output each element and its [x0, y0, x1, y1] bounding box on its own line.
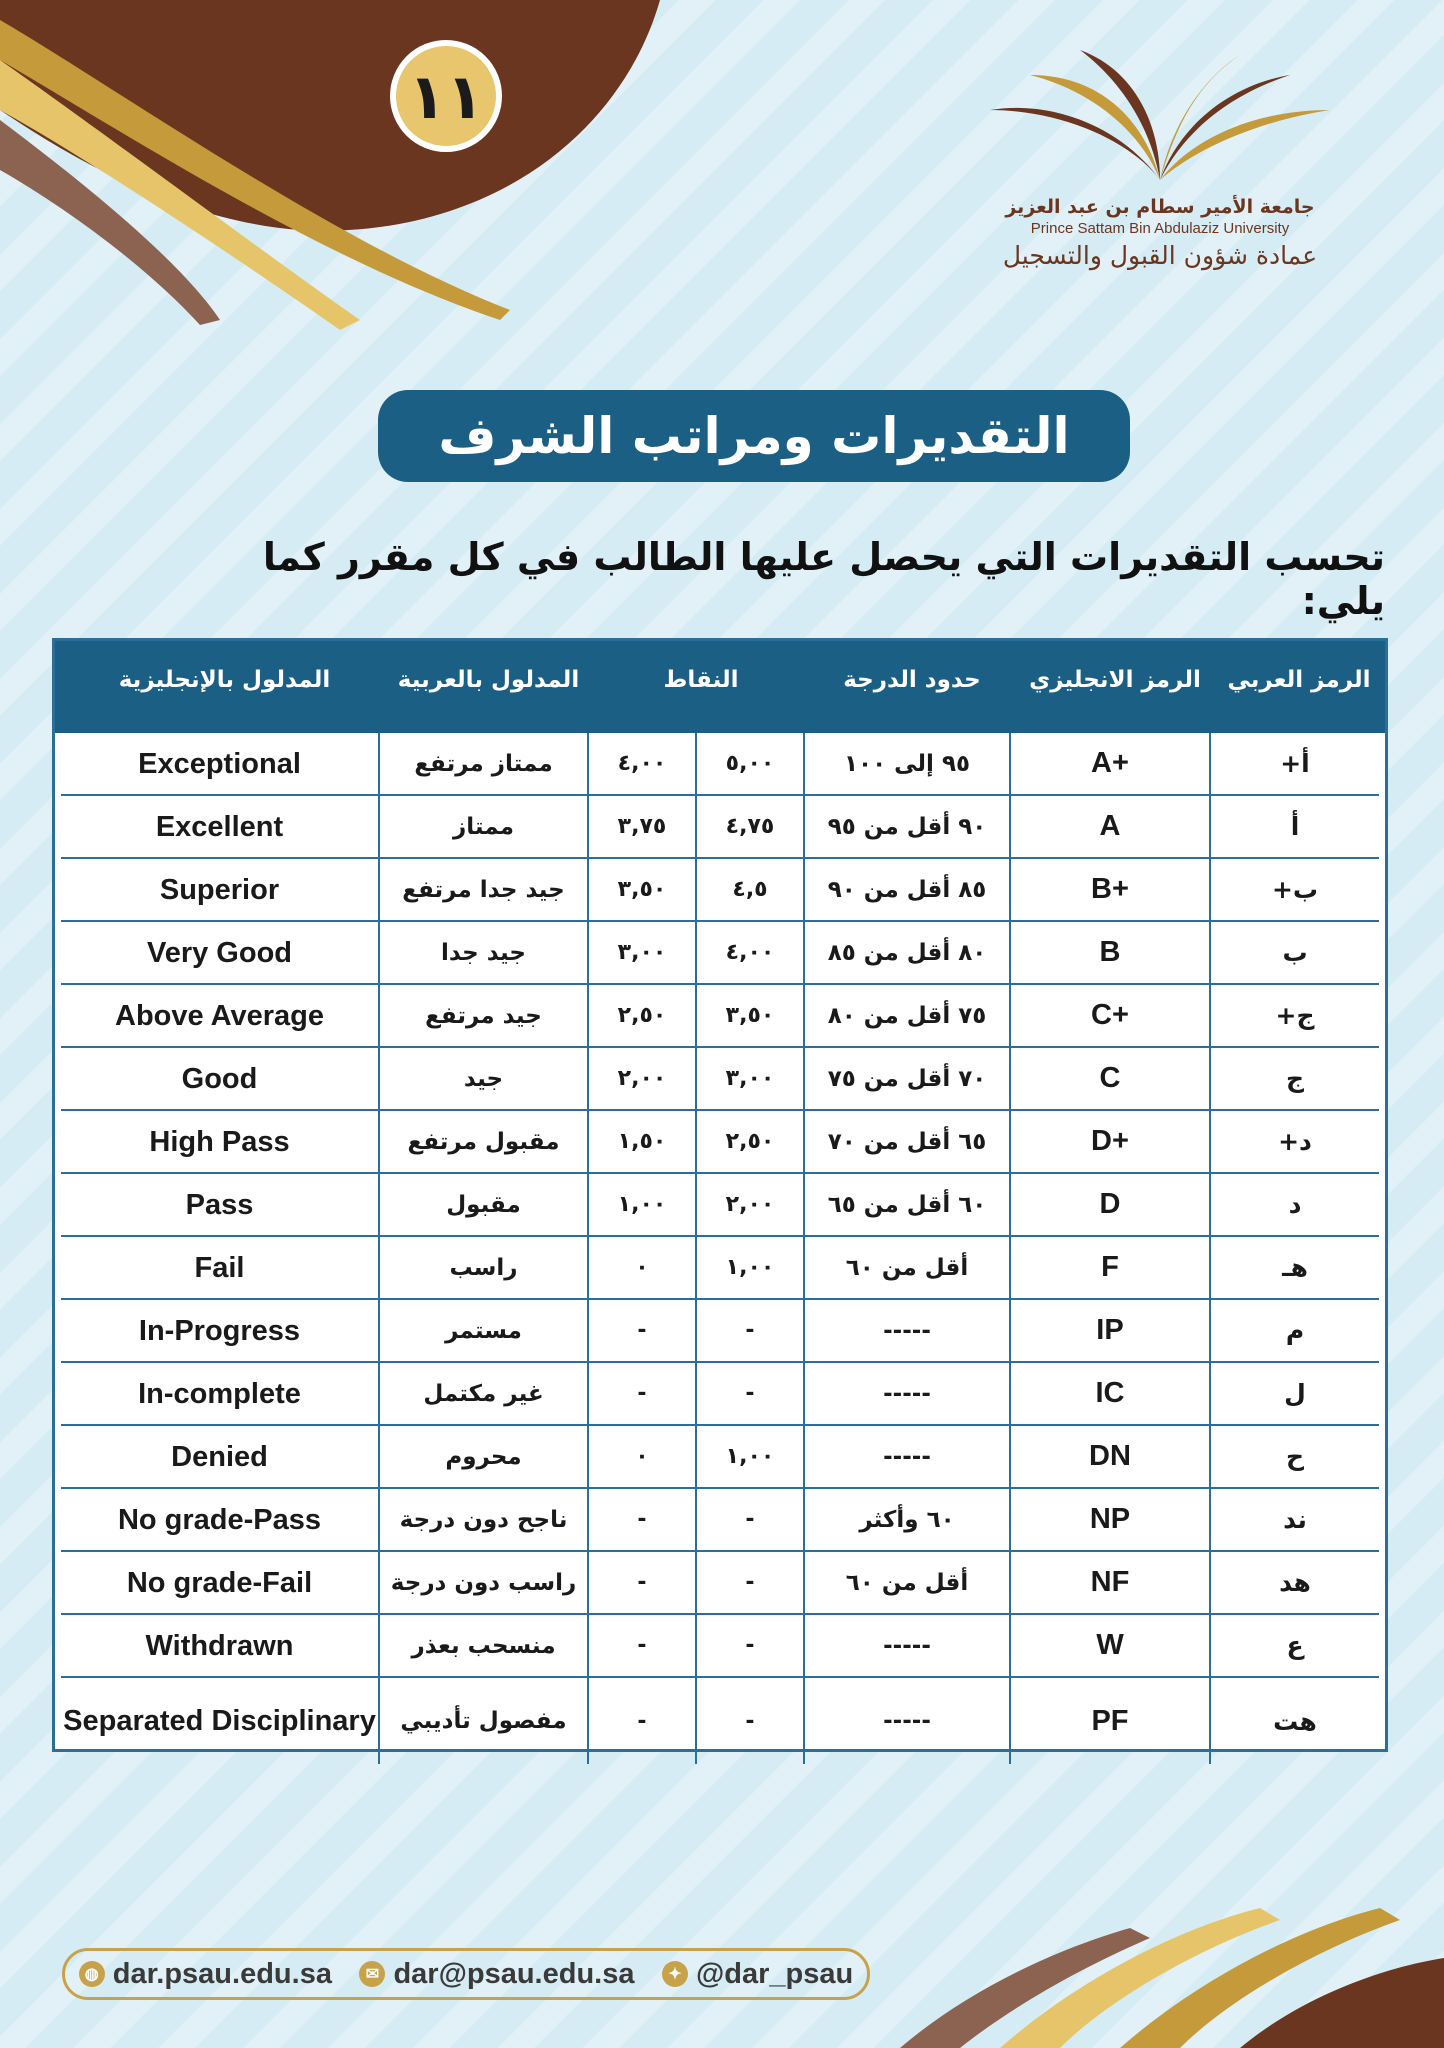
cell-meaning-en: Pass	[61, 1174, 380, 1235]
book-logo-icon	[980, 30, 1340, 190]
cell-points-4: ٠	[589, 1237, 697, 1298]
table-body	[61, 733, 1379, 1764]
cell-meaning-ar: جيد	[380, 1048, 589, 1109]
globe-icon: ◍	[79, 1961, 105, 1987]
table-row	[61, 1489, 1379, 1552]
decorative-swoosh-bottom	[820, 1868, 1444, 2048]
cell-meaning-ar: منسحب بعذر	[380, 1615, 589, 1676]
cell-arabic-symbol: د+	[1278, 1127, 1312, 1156]
cell-points-5: ٤,٧٥	[697, 796, 805, 857]
cell-arabic-symbol: ج	[1285, 1064, 1305, 1093]
cell-points-5: ٣,٠٠	[697, 1048, 805, 1109]
cell-meaning-en: Good	[61, 1048, 380, 1109]
cell-points-5: ٥,٠٠	[697, 733, 805, 794]
cell-meaning-en: Excellent	[61, 796, 380, 857]
cell-arabic-symbol: أ+	[1280, 749, 1310, 778]
cell-meaning-en: Withdrawn	[61, 1615, 380, 1676]
cell-meaning-ar: ممتاز	[380, 796, 589, 857]
cell-english-symbol: F	[1011, 1237, 1211, 1298]
footer-website[interactable]	[79, 1958, 332, 1991]
twitter-icon: ✦	[662, 1961, 688, 1987]
cell-points-4: ٠	[589, 1426, 697, 1487]
table-row	[61, 1111, 1379, 1174]
cell-meaning-en: In-Progress	[61, 1300, 380, 1361]
cell-points-4: -	[589, 1300, 697, 1361]
cell-points-5: ١,٠٠	[697, 1426, 805, 1487]
cell-grade-range: ٦٠ أقل من ٦٥	[805, 1174, 1011, 1235]
cell-points-4: ٢,٠٠	[589, 1048, 697, 1109]
deanship-name: عمادة شؤون القبول والتسجيل	[1002, 241, 1318, 270]
header-english-symbol: الرمز الانجليزي	[1029, 667, 1201, 693]
cell-english-symbol: IC	[1011, 1363, 1211, 1424]
cell-meaning-en: Exceptional	[61, 733, 380, 794]
cell-meaning-en: No grade-Fail	[61, 1552, 380, 1613]
page-title: التقديرات ومراتب الشرف	[378, 390, 1130, 482]
table-row	[61, 1552, 1379, 1615]
cell-grade-range: -----	[805, 1615, 1011, 1676]
header-meaning-ar: المدلول بالعربية	[397, 667, 580, 693]
cell-meaning-ar: ناجح دون درجة	[380, 1489, 589, 1550]
page-number-badge: ١١	[390, 40, 502, 152]
cell-meaning-ar: جيد مرتفع	[380, 985, 589, 1046]
grades-table	[52, 638, 1388, 1752]
table-row	[61, 1237, 1379, 1300]
cell-english-symbol: D	[1011, 1174, 1211, 1235]
cell-grade-range: ٩٥ إلى ١٠٠	[805, 733, 1011, 794]
cell-arabic-symbol: ل	[1284, 1379, 1306, 1408]
cell-english-symbol: B+	[1011, 859, 1211, 920]
cell-meaning-en: High Pass	[61, 1111, 380, 1172]
cell-meaning-en: Superior	[61, 859, 380, 920]
cell-points-4: ١,٠٠	[589, 1174, 697, 1235]
header-meaning-en: المدلول بالإنجليزية	[118, 667, 331, 693]
mail-icon: ✉	[359, 1961, 385, 1987]
cell-grade-range: ٩٠ أقل من ٩٥	[805, 796, 1011, 857]
university-name-ar: جامعة الأمير سطام بن عبد العزيز	[1005, 196, 1315, 218]
table-row	[61, 922, 1379, 985]
cell-english-symbol: NP	[1011, 1489, 1211, 1550]
cell-points-4: -	[589, 1615, 697, 1676]
cell-points-4: -	[589, 1489, 697, 1550]
cell-english-symbol: A+	[1011, 733, 1211, 794]
cell-meaning-ar: ممتاز مرتفع	[380, 733, 589, 794]
cell-english-symbol: PF	[1011, 1678, 1211, 1764]
cell-grade-range: أقل من ٦٠	[805, 1237, 1011, 1298]
cell-points-5: ٢,٥٠	[697, 1111, 805, 1172]
cell-grade-range: أقل من ٦٠	[805, 1552, 1011, 1613]
cell-arabic-symbol: ند	[1283, 1505, 1307, 1534]
cell-meaning-ar: محروم	[380, 1426, 589, 1487]
table-row	[61, 733, 1379, 796]
cell-points-4: ٣,٥٠	[589, 859, 697, 920]
cell-points-4: ٣,٧٥	[589, 796, 697, 857]
cell-points-4: -	[589, 1678, 697, 1764]
cell-english-symbol: IP	[1011, 1300, 1211, 1361]
cell-points-5: ٤,٥	[697, 859, 805, 920]
cell-grade-range: -----	[805, 1678, 1011, 1764]
decorative-swoosh-top	[0, 0, 660, 340]
cell-meaning-ar: جيد جدا	[380, 922, 589, 983]
table-row	[61, 985, 1379, 1048]
cell-grade-range: -----	[805, 1300, 1011, 1361]
website-link[interactable]: dar.psau.edu.sa	[112, 1957, 332, 1990]
cell-points-5: -	[697, 1300, 805, 1361]
cell-points-5: -	[697, 1363, 805, 1424]
cell-arabic-symbol: ب	[1282, 938, 1308, 967]
cell-points-4: ١,٥٠	[589, 1111, 697, 1172]
cell-meaning-ar: مستمر	[380, 1300, 589, 1361]
cell-grade-range: ٧٠ أقل من ٧٥	[805, 1048, 1011, 1109]
table-row	[61, 1174, 1379, 1237]
table-row	[61, 1615, 1379, 1678]
cell-arabic-symbol: د	[1288, 1190, 1302, 1219]
header-grade-range: حدود الدرجة	[843, 667, 981, 693]
cell-meaning-ar: مقبول	[380, 1174, 589, 1235]
cell-points-5: ١,٠٠	[697, 1237, 805, 1298]
cell-meaning-en: Separated Disciplinary	[61, 1678, 380, 1764]
cell-grade-range: -----	[805, 1426, 1011, 1487]
footer-twitter[interactable]	[662, 1958, 853, 1991]
cell-points-5: ٢,٠٠	[697, 1174, 805, 1235]
cell-english-symbol: A	[1011, 796, 1211, 857]
cell-arabic-symbol: ج+	[1275, 1001, 1315, 1030]
table-header	[55, 641, 1385, 733]
cell-grade-range: ٨٠ أقل من ٨٥	[805, 922, 1011, 983]
cell-points-4: ٤,٠٠	[589, 733, 697, 794]
table-row	[61, 859, 1379, 922]
cell-meaning-en: Above Average	[61, 985, 380, 1046]
cell-english-symbol: B	[1011, 922, 1211, 983]
cell-arabic-symbol: هد	[1279, 1568, 1311, 1597]
university-name-en: Prince Sattam Bin Abdulaziz University	[1030, 220, 1290, 237]
cell-arabic-symbol: ح	[1285, 1442, 1305, 1471]
table-row	[61, 1048, 1379, 1111]
cell-english-symbol: DN	[1011, 1426, 1211, 1487]
cell-points-4: ٢,٥٠	[589, 985, 697, 1046]
cell-points-5: -	[697, 1678, 805, 1764]
cell-meaning-ar: راسب	[380, 1237, 589, 1298]
cell-english-symbol: NF	[1011, 1552, 1211, 1613]
cell-meaning-ar: راسب دون درجة	[380, 1552, 589, 1613]
cell-meaning-ar: مقبول مرتفع	[380, 1111, 589, 1172]
table-row	[61, 1363, 1379, 1426]
twitter-link[interactable]: @dar_psau	[695, 1957, 854, 1990]
cell-english-symbol: C	[1011, 1048, 1211, 1109]
header-points: النقاط	[663, 667, 739, 693]
cell-points-4: ٣,٠٠	[589, 922, 697, 983]
email-link[interactable]: dar@psau.edu.sa	[393, 1957, 635, 1990]
cell-meaning-ar: غير مكتمل	[380, 1363, 589, 1424]
header-arabic-symbol: الرمز العربي	[1227, 667, 1371, 693]
cell-meaning-ar: جيد جدا مرتفع	[380, 859, 589, 920]
cell-arabic-symbol: ب+	[1271, 875, 1319, 904]
table-row	[61, 1678, 1379, 1764]
cell-meaning-en: Fail	[61, 1237, 380, 1298]
cell-meaning-en: Denied	[61, 1426, 380, 1487]
cell-points-5: ٣,٥٠	[697, 985, 805, 1046]
cell-grade-range: ٦٠ وأكثر	[805, 1489, 1011, 1550]
cell-grade-range: ٨٥ أقل من ٩٠	[805, 859, 1011, 920]
cell-english-symbol: C+	[1011, 985, 1211, 1046]
intro-text: تحسب التقديرات التي يحصل عليها الطالب في كل مقرر كما يلي:	[262, 535, 1385, 623]
cell-arabic-symbol: م	[1285, 1316, 1305, 1345]
table-row	[61, 1426, 1379, 1489]
cell-english-symbol: W	[1011, 1615, 1211, 1676]
cell-meaning-en: No grade-Pass	[61, 1489, 380, 1550]
cell-english-symbol: D+	[1011, 1111, 1211, 1172]
cell-arabic-symbol: هـ	[1282, 1253, 1308, 1282]
cell-grade-range: ٧٥ أقل من ٨٠	[805, 985, 1011, 1046]
cell-points-4: -	[589, 1552, 697, 1613]
cell-points-5: -	[697, 1615, 805, 1676]
cell-arabic-symbol: أ	[1290, 812, 1300, 841]
cell-grade-range: ٦٥ أقل من ٧٠	[805, 1111, 1011, 1172]
cell-points-5: -	[697, 1489, 805, 1550]
cell-meaning-ar: مفصول تأديبي	[380, 1678, 589, 1764]
cell-meaning-en: In-complete	[61, 1363, 380, 1424]
cell-points-4: -	[589, 1363, 697, 1424]
university-logo	[980, 30, 1340, 290]
cell-points-5: -	[697, 1552, 805, 1613]
contact-footer	[62, 1948, 870, 2000]
cell-arabic-symbol: ع	[1286, 1631, 1304, 1660]
cell-grade-range: -----	[805, 1363, 1011, 1424]
table-row	[61, 796, 1379, 859]
cell-meaning-en: Very Good	[61, 922, 380, 983]
footer-email[interactable]	[359, 1958, 634, 1991]
table-row	[61, 1300, 1379, 1363]
cell-arabic-symbol: هت	[1273, 1706, 1317, 1736]
cell-points-5: ٤,٠٠	[697, 922, 805, 983]
